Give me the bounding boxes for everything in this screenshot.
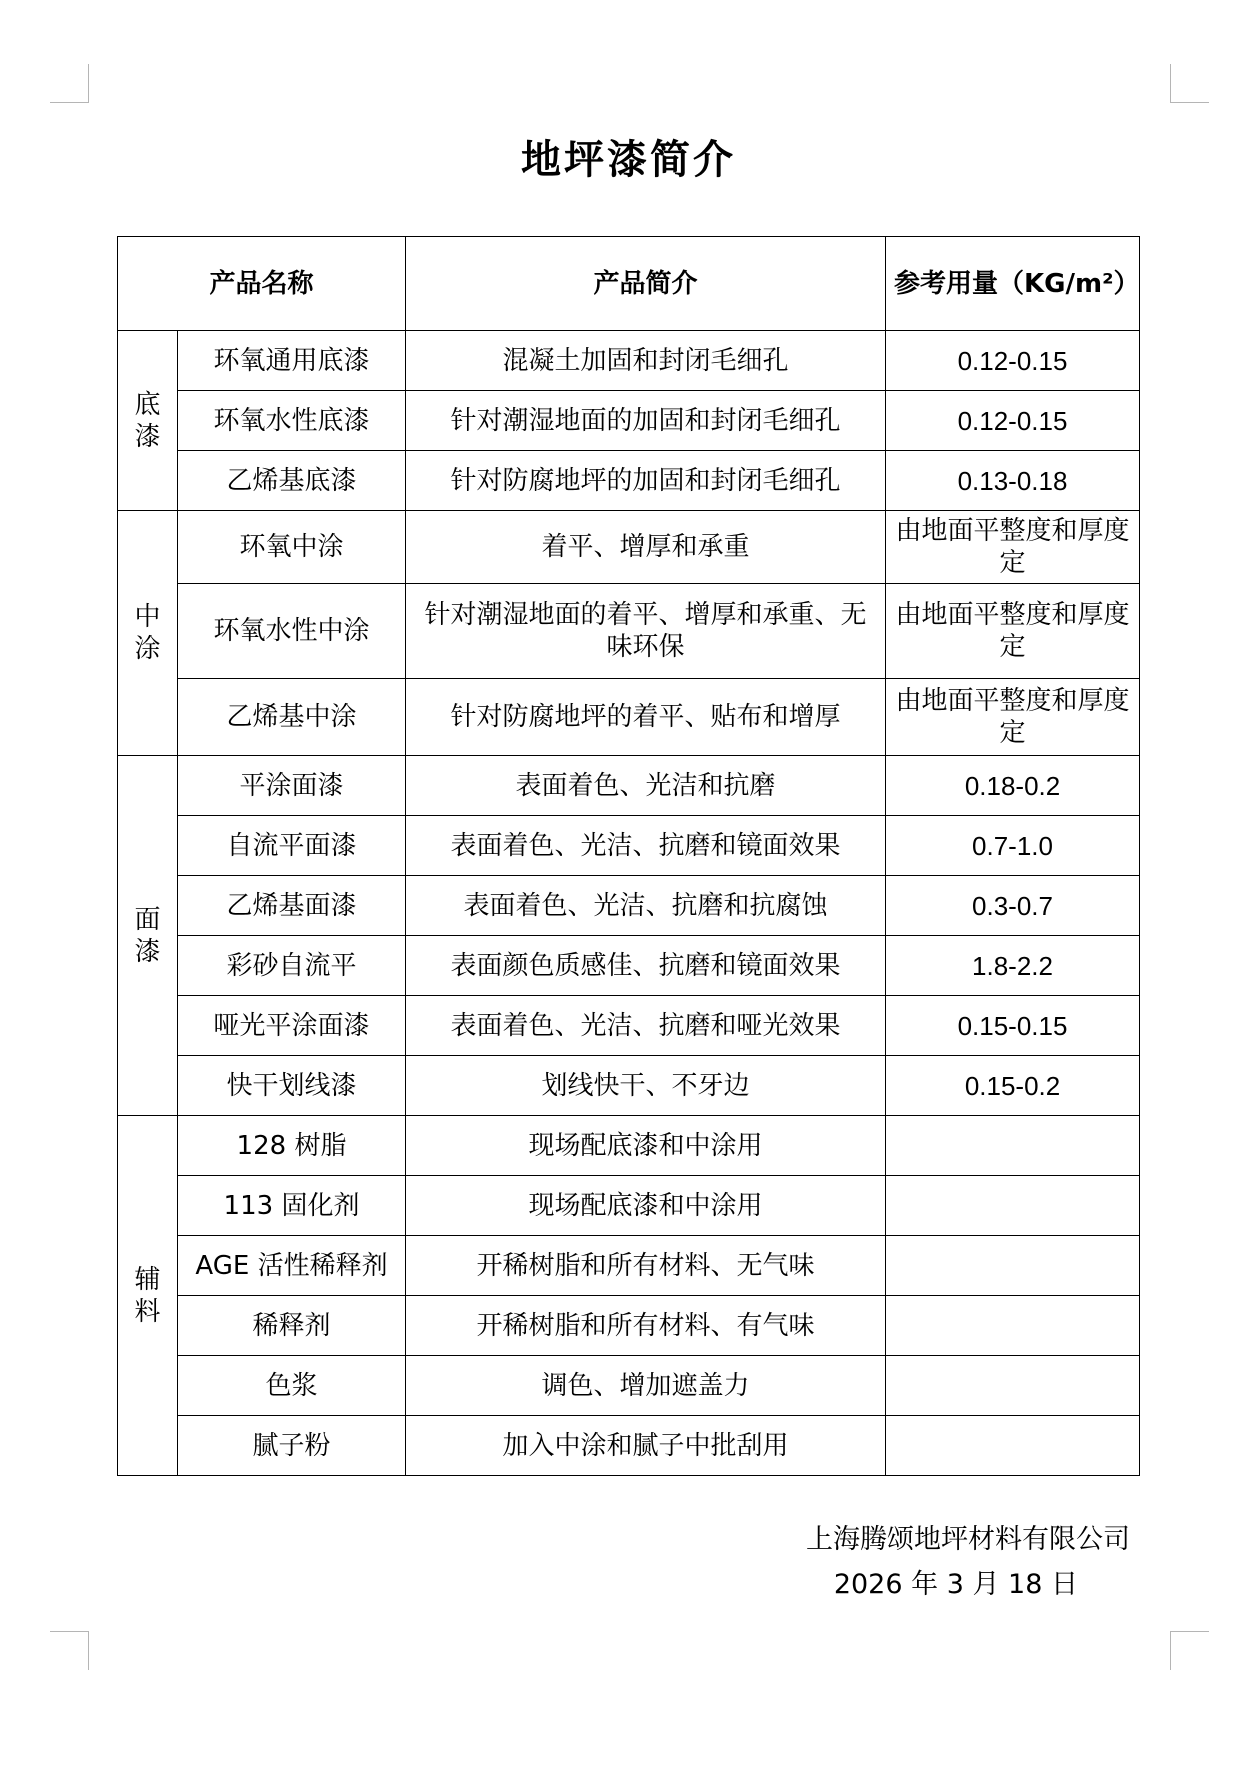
- group-cell-topcoat: 面 漆: [118, 756, 178, 1116]
- product-name: 自流平面漆: [178, 816, 406, 876]
- table-row: [118, 451, 1140, 511]
- product-desc: 划线快干、不牙边: [406, 1056, 886, 1116]
- crop-mark-bottom-left: [50, 1631, 89, 1670]
- table-row: [118, 816, 1140, 876]
- table-row: [118, 679, 1140, 756]
- header-product-desc: 产品简介: [406, 237, 886, 331]
- product-usage: 0.12-0.15: [886, 331, 1140, 391]
- product-desc: 开稀树脂和所有材料、无气味: [406, 1236, 886, 1296]
- product-desc: 现场配底漆和中涂用: [406, 1116, 886, 1176]
- product-name: 彩砂自流平: [178, 936, 406, 996]
- crop-mark-top-left: [50, 64, 89, 103]
- product-usage: 0.7-1.0: [886, 816, 1140, 876]
- product-name: 128 树脂: [178, 1116, 406, 1176]
- table-row: [118, 756, 1140, 816]
- product-desc: 着平、增厚和承重: [406, 511, 886, 584]
- product-name: 乙烯基面漆: [178, 876, 406, 936]
- product-usage: [886, 1416, 1140, 1476]
- product-name: 环氧中涂: [178, 511, 406, 584]
- table-row: [118, 391, 1140, 451]
- product-name: 腻子粉: [178, 1416, 406, 1476]
- product-desc: 针对防腐地坪的加固和封闭毛细孔: [406, 451, 886, 511]
- product-desc: 开稀树脂和所有材料、有气味: [406, 1296, 886, 1356]
- product-usage: 0.13-0.18: [886, 451, 1140, 511]
- product-name: 稀释剂: [178, 1296, 406, 1356]
- header-usage: 参考用量（KG/m²）: [886, 237, 1140, 331]
- product-usage: 由地面平整度和厚度定: [886, 511, 1140, 584]
- product-desc: 表面着色、光洁、抗磨和镜面效果: [406, 816, 886, 876]
- group-cell-auxiliary: 辅 料: [118, 1116, 178, 1476]
- product-desc: 加入中涂和腻子中批刮用: [406, 1416, 886, 1476]
- product-desc: 针对潮湿地面的着平、增厚和承重、无味环保: [406, 584, 886, 679]
- product-table: [117, 236, 1140, 1476]
- table-row: [118, 1236, 1140, 1296]
- product-usage: 0.15-0.2: [886, 1056, 1140, 1116]
- product-usage: [886, 1176, 1140, 1236]
- product-name: 哑光平涂面漆: [178, 996, 406, 1056]
- product-usage: [886, 1356, 1140, 1416]
- group-cell-midcoat: 中 涂: [118, 511, 178, 756]
- product-usage: 0.12-0.15: [886, 391, 1140, 451]
- crop-mark-top-right: [1170, 64, 1209, 103]
- product-name: 环氧通用底漆: [178, 331, 406, 391]
- product-name: AGE 活性稀释剂: [178, 1236, 406, 1296]
- table-row: [118, 1356, 1140, 1416]
- product-usage: 0.3-0.7: [886, 876, 1140, 936]
- header-product-name: 产品名称: [118, 237, 406, 331]
- product-usage: [886, 1296, 1140, 1356]
- table-row: [118, 511, 1140, 584]
- product-usage: 由地面平整度和厚度定: [886, 584, 1140, 679]
- product-name: 快干划线漆: [178, 1056, 406, 1116]
- product-desc: 调色、增加遮盖力: [406, 1356, 886, 1416]
- table-row: [118, 936, 1140, 996]
- table-row: [118, 1296, 1140, 1356]
- product-usage: 1.8-2.2: [886, 936, 1140, 996]
- product-desc: 表面着色、光洁和抗磨: [406, 756, 886, 816]
- product-name: 乙烯基中涂: [178, 679, 406, 756]
- product-usage: [886, 1236, 1140, 1296]
- document-date: 2026 年 3 月 18 日: [833, 1569, 1078, 1600]
- table-row: [118, 876, 1140, 936]
- product-desc: 针对潮湿地面的加固和封闭毛细孔: [406, 391, 886, 451]
- product-usage: 由地面平整度和厚度定: [886, 679, 1140, 756]
- company-name: 上海腾颂地坪材料有限公司: [806, 1524, 1130, 1555]
- product-usage: [886, 1116, 1140, 1176]
- product-name: 环氧水性底漆: [178, 391, 406, 451]
- product-name: 113 固化剂: [178, 1176, 406, 1236]
- crop-mark-bottom-right: [1170, 1631, 1209, 1670]
- page-title: 地坪漆简介: [521, 137, 736, 183]
- product-desc: 现场配底漆和中涂用: [406, 1176, 886, 1236]
- product-desc: 表面颜色质感佳、抗磨和镜面效果: [406, 936, 886, 996]
- table-row: [118, 584, 1140, 679]
- group-cell-primer: 底 漆: [118, 331, 178, 511]
- table-header-row: [118, 237, 1140, 331]
- table-row: [118, 996, 1140, 1056]
- product-name: 环氧水性中涂: [178, 584, 406, 679]
- product-desc: 混凝土加固和封闭毛细孔: [406, 331, 886, 391]
- product-name: 平涂面漆: [178, 756, 406, 816]
- product-desc: 表面着色、光洁、抗磨和哑光效果: [406, 996, 886, 1056]
- product-desc: 表面着色、光洁、抗磨和抗腐蚀: [406, 876, 886, 936]
- product-usage: 0.15-0.15: [886, 996, 1140, 1056]
- table-row: [118, 1116, 1140, 1176]
- product-desc: 针对防腐地坪的着平、贴布和增厚: [406, 679, 886, 756]
- table-row: [118, 331, 1140, 391]
- table-row: [118, 1416, 1140, 1476]
- table-row: [118, 1056, 1140, 1116]
- product-name: 色浆: [178, 1356, 406, 1416]
- table-row: [118, 1176, 1140, 1236]
- product-name: 乙烯基底漆: [178, 451, 406, 511]
- product-usage: 0.18-0.2: [886, 756, 1140, 816]
